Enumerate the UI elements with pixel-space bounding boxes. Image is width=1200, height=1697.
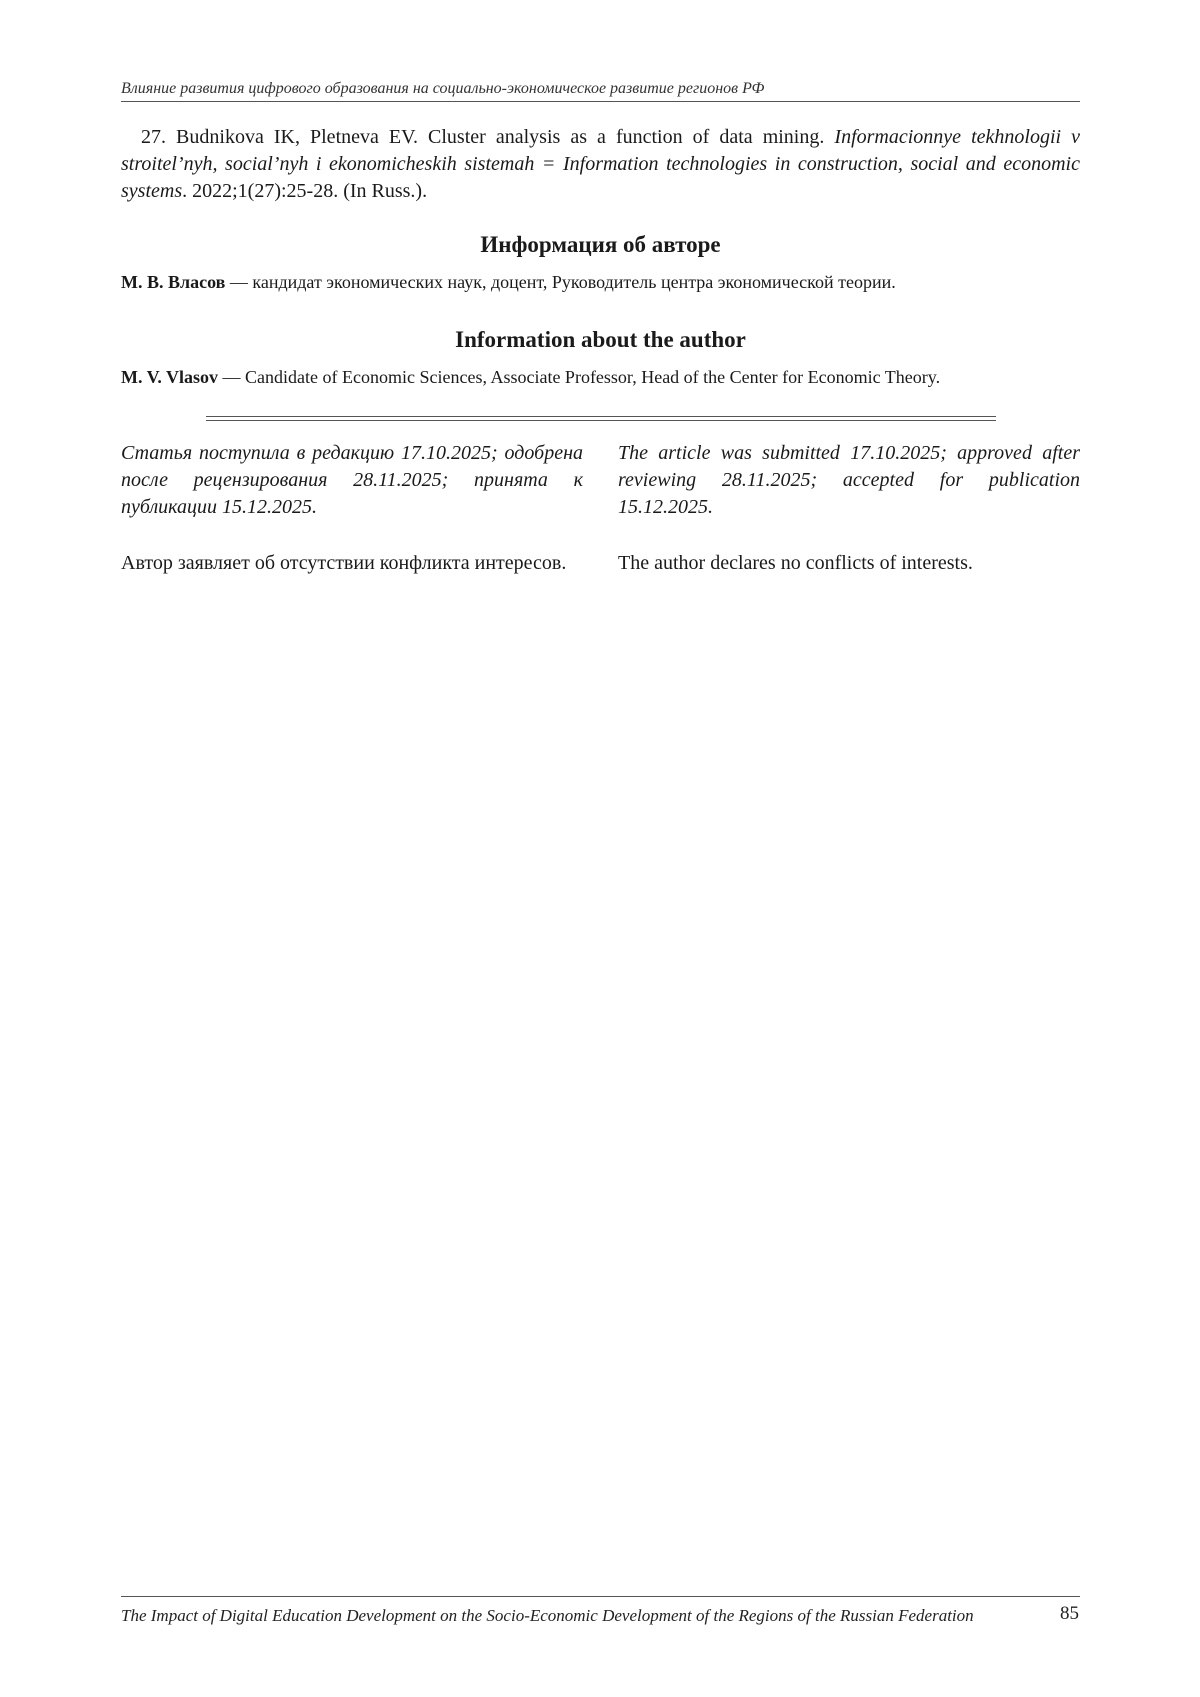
author-info-en: [121, 365, 1080, 389]
section-double-divider: [206, 416, 996, 421]
conflict-statement-ru: Автор заявляет об отсутствии конфликта интересов.: [121, 552, 567, 574]
author-description-ru: — кандидат экономических наук, доцент, Руководитель центра экономической теории.: [225, 272, 896, 292]
reference-number: 27.: [141, 126, 166, 148]
footer-divider: [121, 1596, 1080, 1597]
author-info-ru: [121, 270, 1080, 294]
author-info-heading-ru: Информация об авторе: [480, 232, 721, 257]
header-divider: [121, 101, 1080, 102]
author-name-ru: М. В. Власов: [121, 272, 226, 292]
author-info-heading-en: Information about the author: [455, 327, 746, 352]
author-description-en: — Candidate of Economic Sciences, Associate Professor, Head of the Center for Economic Theory.: [218, 367, 941, 387]
reference-details: . 2022;1(27):25-28. (In Russ.).: [182, 180, 428, 202]
reference-item: [121, 124, 1080, 205]
reference-authors-title: Budnikova IK, Pletneva EV. Cluster analysis as a function of data mining.: [176, 126, 825, 148]
running-footer: The Impact of Digital Education Development on the Socio-Economic Development of the Regions of the Russian Federation: [121, 1606, 974, 1625]
article-dates-ru: Статья поступила в редакцию 17.10.2025; одобрена после рецензирования 28.11.2025; принята к публикации 15.12.2025.: [121, 442, 583, 518]
reference-journal: Informacionnye tekhnologii v stroitel’nyh, social’nyh i ekonomicheskih sistemah = Information technologies in construction, social and economic systems: [121, 126, 1080, 202]
author-name-en: M. V. Vlasov: [121, 367, 219, 387]
article-dates-en: The article was submitted 17.10.2025; approved after reviewing 28.11.2025; accepted for publication 15.12.2025.: [618, 442, 1080, 518]
conflict-statement-en: The author declares no conflicts of interests.: [618, 552, 973, 574]
page-number: 85: [1060, 1603, 1079, 1624]
running-header: Влияние развития цифрового образования на социально-экономическое развитие регионов РФ: [121, 80, 765, 97]
